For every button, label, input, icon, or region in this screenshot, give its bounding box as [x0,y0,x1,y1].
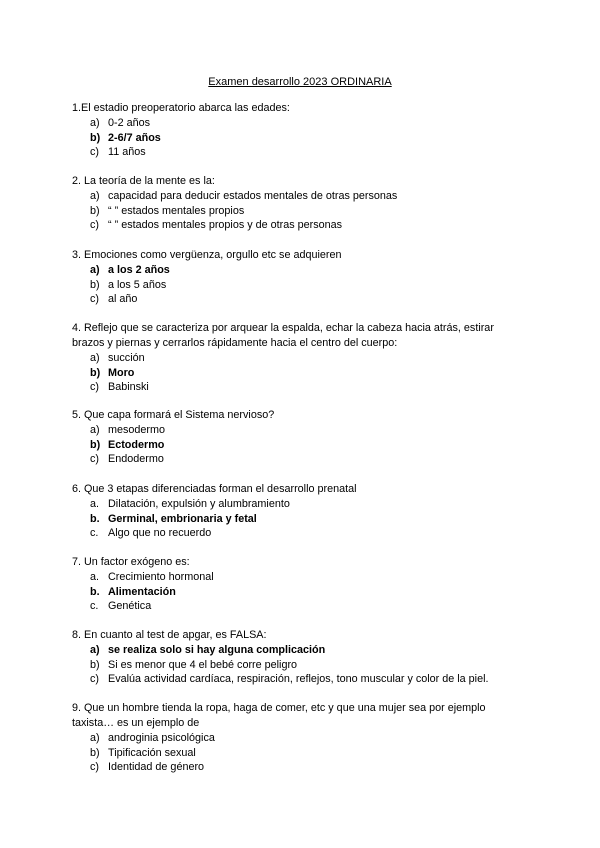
option-list [72,189,512,233]
option-list [72,497,512,541]
question-text: 8. En cuanto al test de apgar, es FALSA: [72,629,267,641]
option-list [72,116,512,160]
option-b: b. Germinal, embrionaria y fetal [90,512,257,525]
option-list [72,263,512,307]
option-b: b) 2-6/7 años [90,131,161,144]
question-text: 2. La teoría de la mente es la: [72,175,215,187]
option-c: c) “ ” estados mentales propios y de otras personas [90,219,343,232]
question-1 [72,101,512,160]
question-text: 3. Emociones como vergüenza, orgullo etc se adquieren [72,249,342,261]
question-text: 6. Que 3 etapas diferenciadas forman el desarrollo prenatal [72,483,357,495]
option-b: b) Si es menor que 4 el bebé corre peligro [90,658,298,671]
question-8 [72,628,512,687]
option-c: c) Identidad de género [90,761,205,774]
option-c: c) Endodermo [90,453,164,466]
option-b: b) Moro [90,366,135,379]
option-a: a) mesodermo [90,424,166,436]
question-4 [72,321,512,395]
question-text: 5. Que capa formará el Sistema nervioso? [72,409,275,421]
option-c: c) 11 años [90,146,146,159]
option-b: b) Ectodermo [90,438,165,451]
option-c: c) Babinski [90,381,149,394]
page-title: Examen desarrollo 2023 ORDINARIA [208,76,392,88]
question-3 [72,248,512,307]
question-7 [72,555,512,614]
question-6 [72,482,512,541]
option-b: b) a los 5 años [90,278,167,291]
option-c: c) al año [90,293,138,306]
question-text: 4. Reflejo que se caracteriza por arquear la espalda, echar la cabeza hacia atrás, estirar brazos y piernas y cerrarlos rápidamente hacia el centro del cuerpo: [72,322,494,349]
option-list [72,731,512,775]
option-list [72,351,512,395]
option-c: c) Evalúa actividad cardíaca, respiración, reflejos, tono muscular y color de la piel. [90,673,489,686]
option-a: a. Crecimiento hormonal [90,571,214,583]
option-list [72,423,512,467]
question-text: 7. Un factor exógeno es: [72,556,190,568]
option-a: a) androginia psicológica [90,732,215,744]
question-text: 1.El estadio preoperatorio abarca las edades: [72,102,290,114]
option-a: a) capacidad para deducir estados mentales de otras personas [90,190,398,202]
option-a: a) 0-2 años [90,117,151,129]
option-b: b) Tipificación sexual [90,746,196,759]
question-9 [72,701,512,775]
option-a: a. Dilatación, expulsión y alumbramiento [90,498,290,510]
question-2 [72,174,512,233]
option-list [72,570,512,614]
question-text: 9. Que un hombre tienda la ropa, haga de comer, etc y que una mujer sea por ejemplo taxista… es un ejemplo de [72,702,486,729]
option-c: c. Algo que no recuerdo [90,527,212,540]
option-b: b. Alimentación [90,585,176,598]
option-a: a) succión [90,352,145,364]
option-a: a) se realiza solo si hay alguna complicación [90,644,326,656]
option-c: c. Genética [90,600,152,613]
option-b: b) “ ” estados mentales propios [90,204,245,217]
option-list [72,643,512,687]
question-5 [72,408,512,467]
option-a: a) a los 2 años [90,264,170,276]
